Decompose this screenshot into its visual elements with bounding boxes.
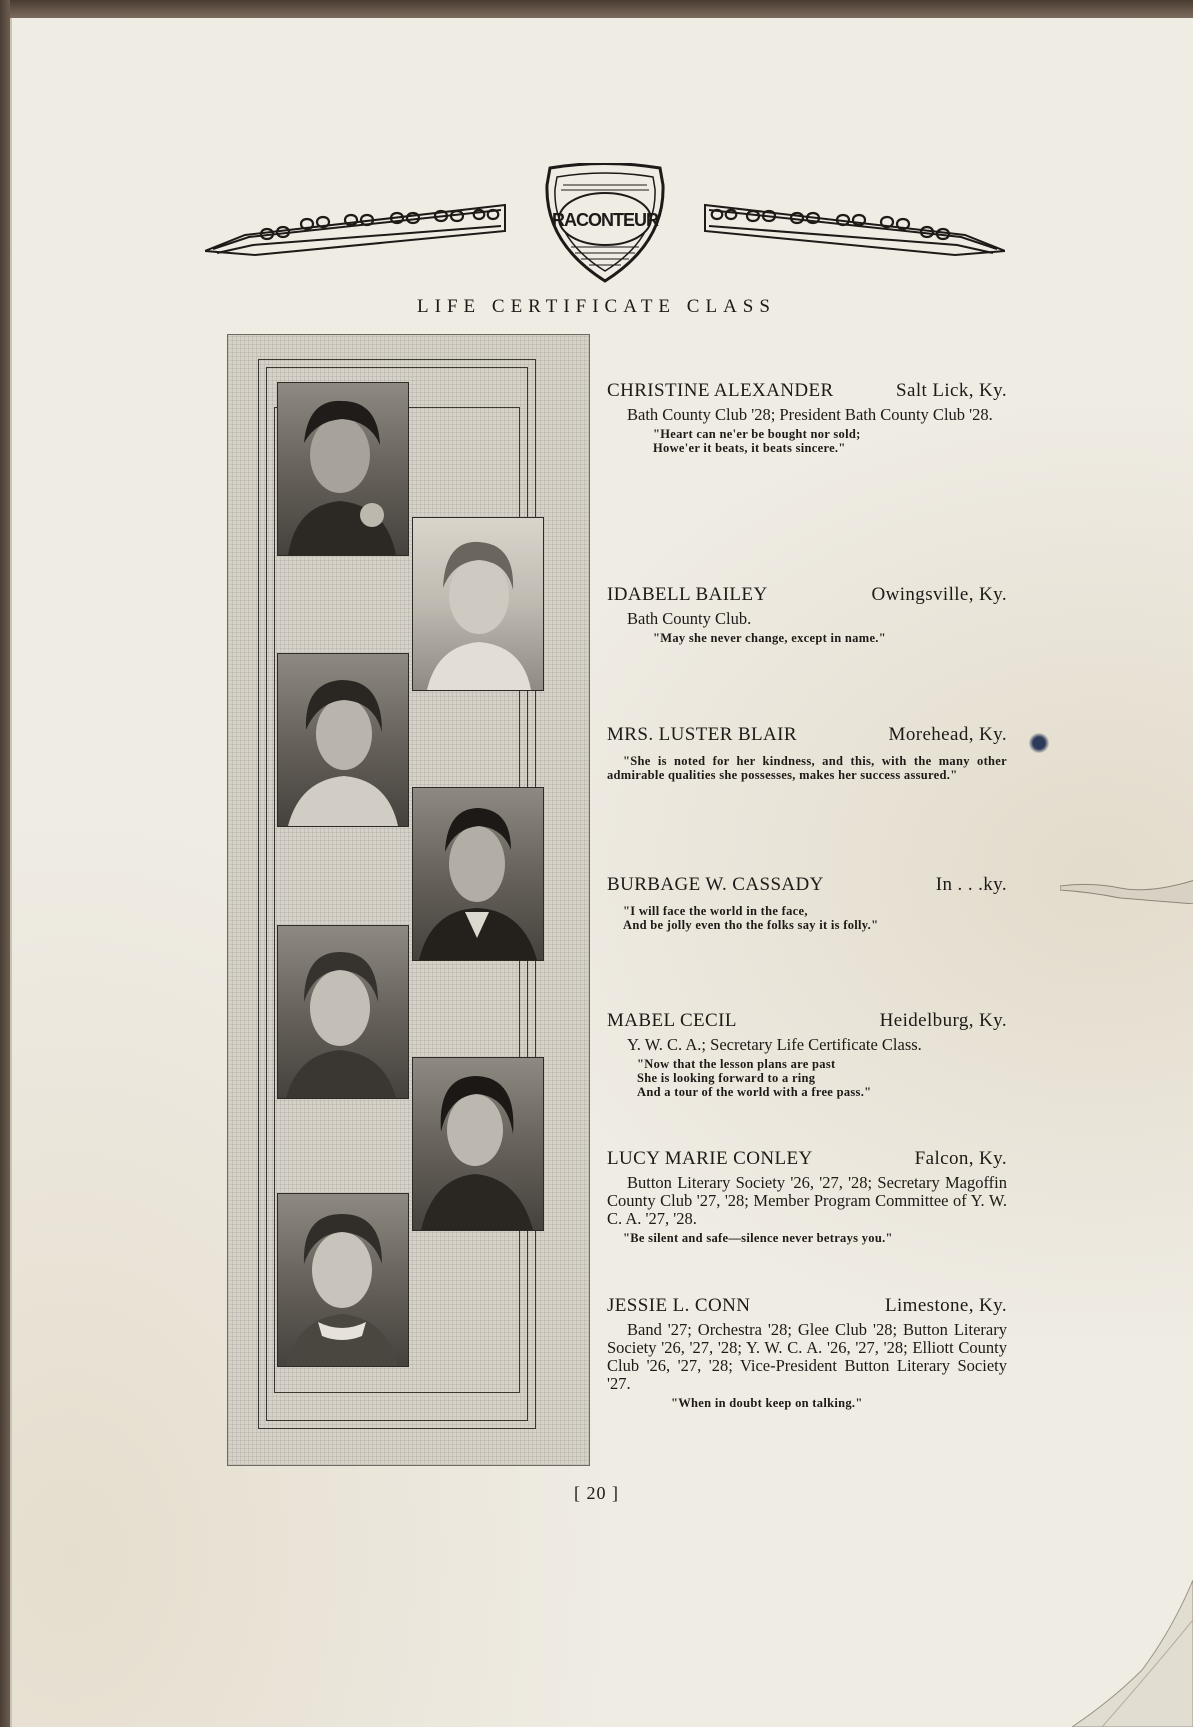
portrait-mabel-cecil — [277, 925, 409, 1099]
page-edge-top — [0, 0, 1193, 18]
entry-details: Button Literary Society '26, '27, '28; Secretary Magoffin County Club '27, '28; Member Program Committee of Y. W. C. A. '27, '28. — [607, 1173, 1007, 1228]
entry-quote: "Heart can ne'er be bought nor sold; Howe'er it beats, it beats sincere." — [653, 427, 861, 455]
emblem-label: RACONTEUR — [552, 210, 658, 230]
entry-details: Y. W. C. A.; Secretary Life Certificate Class. — [627, 1035, 922, 1054]
corner-fold — [1072, 1580, 1193, 1727]
entry-hometown: In . . .ky. — [935, 874, 1007, 895]
portrait-burbage-w-cassady — [412, 787, 544, 961]
page-number: [ 20 ] — [574, 1483, 619, 1503]
entry-name: LUCY MARIE CONLEY — [607, 1148, 813, 1169]
entry-quote: "When in doubt keep on talking." — [671, 1396, 863, 1410]
section-title: LIFE CERTIFICATE CLASS — [417, 296, 776, 317]
entry-details: Bath County Club '28; President Bath County Club '28. — [627, 405, 993, 424]
entry-name: MABEL CECIL — [607, 1010, 737, 1031]
entry-hometown: Salt Lick, Ky. — [896, 380, 1007, 401]
entry-quote: "May she never change, except in name." — [653, 631, 886, 645]
entry-hometown: Morehead, Ky. — [888, 724, 1007, 745]
entry-christine-alexander — [607, 380, 1007, 455]
entry-idabell-bailey — [607, 584, 1007, 645]
entry-quote: "She is noted for her kindness, and this, with the many other admirable qualities she possesses, makes her success assured." — [607, 754, 1007, 782]
entry-burbage-w-cassady — [607, 874, 1007, 932]
portrait-jessie-l-conn — [277, 1193, 409, 1367]
entry-mrs-luster-blair — [607, 724, 1007, 782]
entry-lucy-marie-conley — [607, 1148, 1007, 1245]
portrait-idabell-bailey — [412, 517, 544, 691]
portrait-christine-alexander — [277, 382, 409, 556]
entry-name: CHRISTINE ALEXANDER — [607, 380, 834, 401]
entry-quote: "Be silent and safe—silence never betrays you." — [623, 1231, 893, 1245]
portrait-mrs-luster-blair — [277, 653, 409, 827]
entry-name: MRS. LUSTER BLAIR — [607, 724, 797, 745]
entry-name: JESSIE L. CONN — [607, 1295, 751, 1316]
entry-mabel-cecil — [607, 1010, 1007, 1099]
entry-hometown: Limestone, Ky. — [884, 1295, 1007, 1316]
entry-name: BURBAGE W. CASSADY — [607, 874, 824, 895]
entry-hometown: Owingsville, Ky. — [871, 584, 1007, 605]
photo-panel — [227, 334, 590, 1466]
entry-hometown: Heidelburg, Ky. — [879, 1010, 1007, 1031]
entry-details: Bath County Club. — [627, 609, 752, 628]
entry-details: Band '27; Orchestra '28; Glee Club '28; Button Literary Society '26, '27, '28; Y. W. C. A. '26, '27, '28; Elliott County Club '26, '27, '28; Vice-President Button Literary Society '27. — [607, 1320, 1007, 1393]
entry-quote: "I will face the world in the face, And be jolly even tho the folks say it is folly." — [623, 904, 879, 932]
page-tear — [1060, 872, 1193, 904]
raconteur-emblem — [547, 164, 663, 282]
page-edge-left — [0, 0, 10, 1727]
portrait-lucy-marie-conley — [412, 1057, 544, 1231]
header-ornament — [205, 163, 1005, 283]
ink-blot-mark — [1028, 733, 1050, 753]
entry-quote: "Now that the lesson plans are past She is looking forward to a ring And a tour of the world with a free pass." — [637, 1057, 872, 1099]
entry-hometown: Falcon, Ky. — [914, 1148, 1007, 1169]
entry-jessie-l-conn — [607, 1295, 1007, 1410]
entry-name: IDABELL BAILEY — [607, 584, 768, 605]
